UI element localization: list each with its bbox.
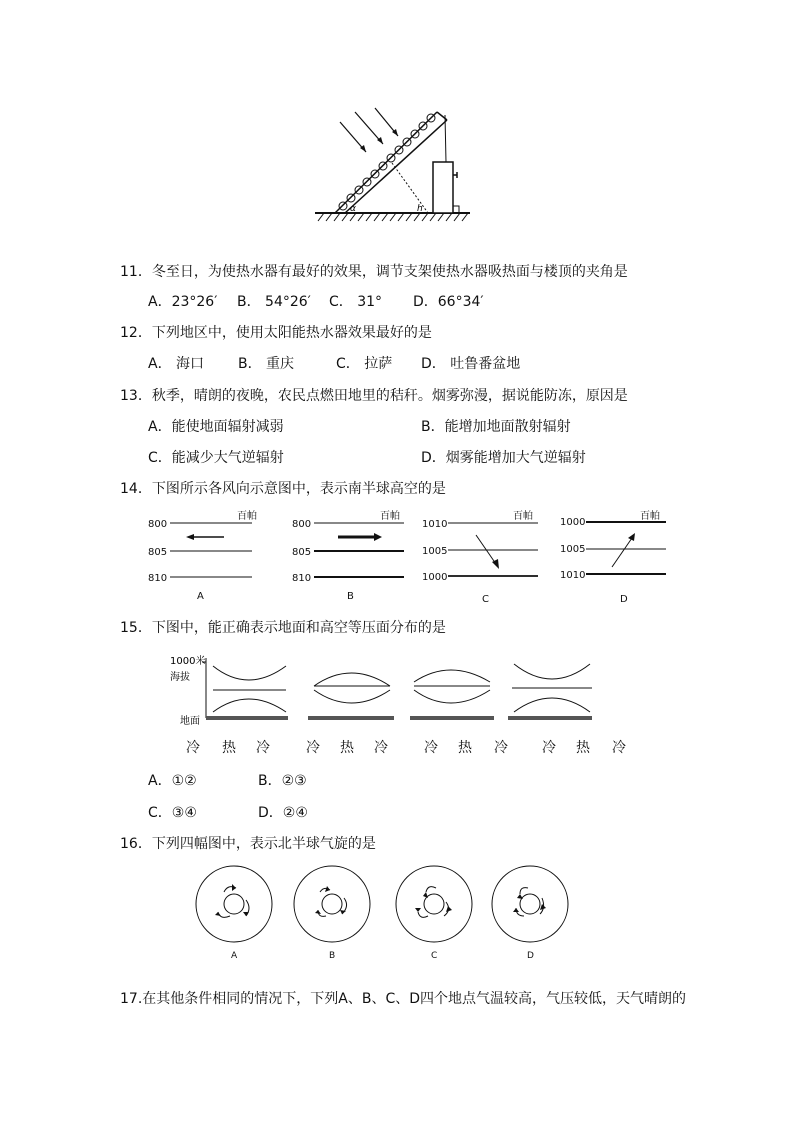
- temp-label: 冷: [186, 740, 200, 756]
- wind-panel-c: [422, 509, 538, 605]
- solar-heater-figure: [300, 100, 480, 230]
- q11-option-b: B． 54°26′: [237, 294, 311, 310]
- isobar-label: 805: [148, 547, 168, 558]
- wind-arrow: [612, 538, 632, 567]
- temp-label: 冷: [256, 740, 270, 756]
- altitude-top-label: 1000米: [170, 656, 206, 667]
- isobar-label: 805: [292, 547, 312, 558]
- q15-option-c: C．③④: [148, 805, 197, 821]
- temp-label: 冷: [494, 740, 508, 756]
- wind-panel-a: [148, 509, 257, 602]
- temp-label: 热: [222, 740, 236, 756]
- temp-label: 冷: [374, 740, 388, 756]
- question-16-stem: 16．下列四幅图中，表示北半球气旋的是: [120, 836, 376, 852]
- temp-label: 冷: [612, 740, 626, 756]
- question-12-stem: 12．下列地区中，使用太阳能热水器效果最好的是: [120, 325, 432, 341]
- unit-label: 百帕: [513, 511, 533, 522]
- isobar-label: 1000: [560, 517, 586, 528]
- wind-panel-d: [560, 509, 666, 605]
- q12-option-d: D． 吐鲁番盆地: [421, 356, 521, 372]
- alpha-label: α: [350, 204, 356, 214]
- temp-label: 冷: [542, 740, 556, 756]
- q15-option-d: D．②④: [258, 805, 308, 821]
- isobar-label: 800: [148, 519, 168, 530]
- temp-label: 热: [458, 740, 472, 756]
- temp-label: 冷: [306, 740, 320, 756]
- cyclone-letter: C: [431, 951, 438, 961]
- temp-label: 热: [340, 740, 354, 756]
- q12-option-a: A． 海口: [148, 356, 205, 372]
- isobar-label: 1005: [560, 544, 586, 555]
- altitude-axis-label: 海拔: [170, 672, 190, 683]
- cyclone-figure: [190, 862, 590, 966]
- isobar-label: 810: [292, 573, 312, 584]
- question-15-stem: 15．下图中，能正确表示地面和高空等压面分布的是: [120, 620, 446, 636]
- wind-direction-figure: [140, 505, 680, 605]
- q13-option-b: B．能增加地面散射辐射: [421, 419, 571, 435]
- question-11-stem: 11．冬至日，为使热水器有最好的效果，调节支架使热水器吸热面与楼顶的夹角是: [120, 264, 628, 280]
- isobar-label: 1010: [422, 519, 448, 530]
- isobar-label: 800: [292, 519, 312, 530]
- h-label: h: [417, 204, 423, 214]
- q13-option-c: C．能减少大气逆辐射: [148, 450, 284, 466]
- question-13-stem: 13．秋季，晴朗的夜晚，农民点燃田地里的秸秆。烟雾弥漫，据说能防冻，原因是: [120, 388, 628, 404]
- isobar-label: 1005: [422, 546, 448, 557]
- isobar-label: 810: [148, 573, 168, 584]
- cyclone-letter: D: [527, 951, 534, 961]
- cyclone-letter: B: [329, 951, 336, 961]
- isobar-label: 1010: [560, 570, 586, 581]
- q11-option-c: C． 31°: [329, 294, 383, 310]
- panel-letter: C: [482, 594, 489, 605]
- q12-option-b: B． 重庆: [238, 356, 295, 372]
- unit-label: 百帕: [640, 511, 660, 522]
- isobar-label: 1000: [422, 572, 448, 583]
- q15-option-b: B．②③: [258, 773, 307, 789]
- unit-label: 百帕: [237, 511, 257, 522]
- q11-option-a: A．23°26′: [148, 294, 218, 310]
- q13-option-d: D．烟雾能增加大气逆辐射: [421, 450, 586, 466]
- panel-letter: B: [347, 591, 354, 602]
- isobaric-surface-figure: [168, 650, 648, 760]
- panel-letter: A: [197, 591, 204, 602]
- question-17-stem: 17.在其他条件相同的情况下，下列A、B、C、D四个地点气温较高，气压较低，天气晴朗的: [120, 991, 686, 1007]
- wind-panel-b: [292, 509, 404, 602]
- unit-label: 百帕: [380, 511, 400, 522]
- q11-option-d: D．66°34′: [413, 294, 484, 310]
- q15-option-a: A．①②: [148, 773, 197, 789]
- panel-letter: D: [620, 594, 628, 605]
- q13-option-a: A．能使地面辐射减弱: [148, 419, 284, 435]
- cyclone-letter: A: [231, 951, 238, 961]
- q12-option-c: C． 拉萨: [336, 356, 393, 372]
- temp-label: 热: [576, 740, 590, 756]
- temp-label: 冷: [424, 740, 438, 756]
- question-14-stem: 14．下图所示各风向示意图中，表示南半球高空的是: [120, 481, 446, 497]
- ground-label: 地面: [180, 716, 200, 727]
